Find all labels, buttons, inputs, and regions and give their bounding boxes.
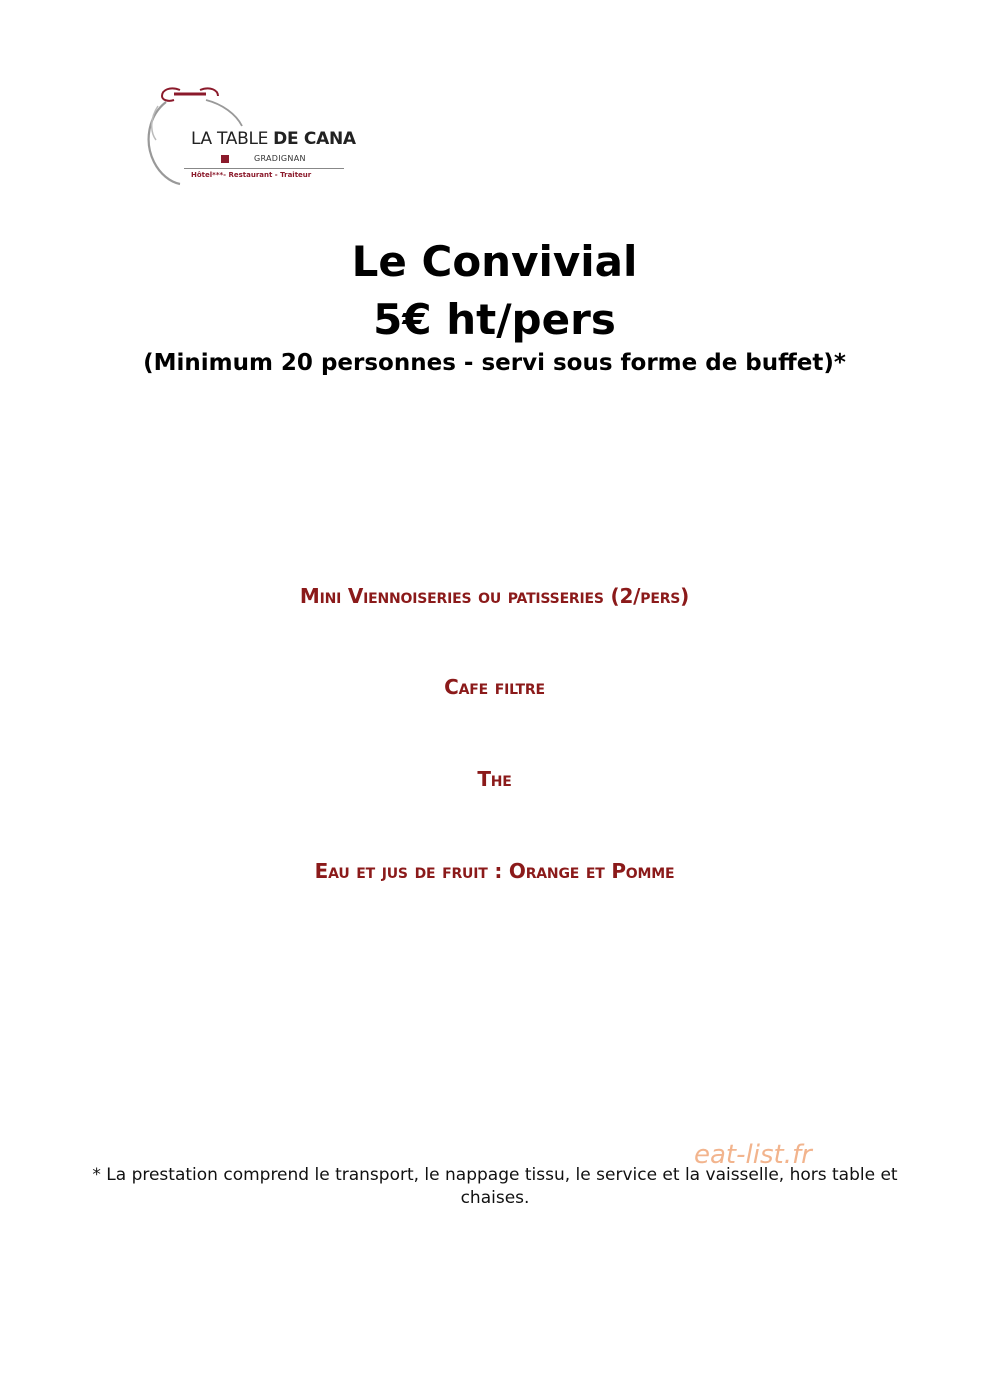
menu-price: 5€ ht/pers xyxy=(373,295,616,344)
restaurant-logo xyxy=(140,82,355,192)
footnote: * La prestation comprend le transport, le nappage tissu, le service et la vaisselle, hors table et chaises. xyxy=(92,1165,898,1208)
menu-item: The xyxy=(477,767,512,791)
menu-item: Mini Viennoiseries ou patisseries (2/pers) xyxy=(299,584,690,608)
menu-item: Cafe filtre xyxy=(444,675,545,699)
menu-title: Le Convivial xyxy=(351,237,638,286)
logo-divider xyxy=(184,168,344,169)
logo-tagline: Hôtel***- Restaurant - Traiteur xyxy=(191,171,312,179)
logo-wordmark: LA TABLE DE CANA xyxy=(191,129,356,149)
logo-city: GRADIGNAN xyxy=(254,154,306,163)
watermark: eat-list.fr xyxy=(694,1140,812,1170)
menu-item: Eau et jus de fruit : Orange et Pomme xyxy=(314,859,675,883)
menu-subtitle: (Minimum 20 personnes - servi sous forme de buffet)* xyxy=(143,350,846,376)
logo-square-mark xyxy=(221,155,229,163)
